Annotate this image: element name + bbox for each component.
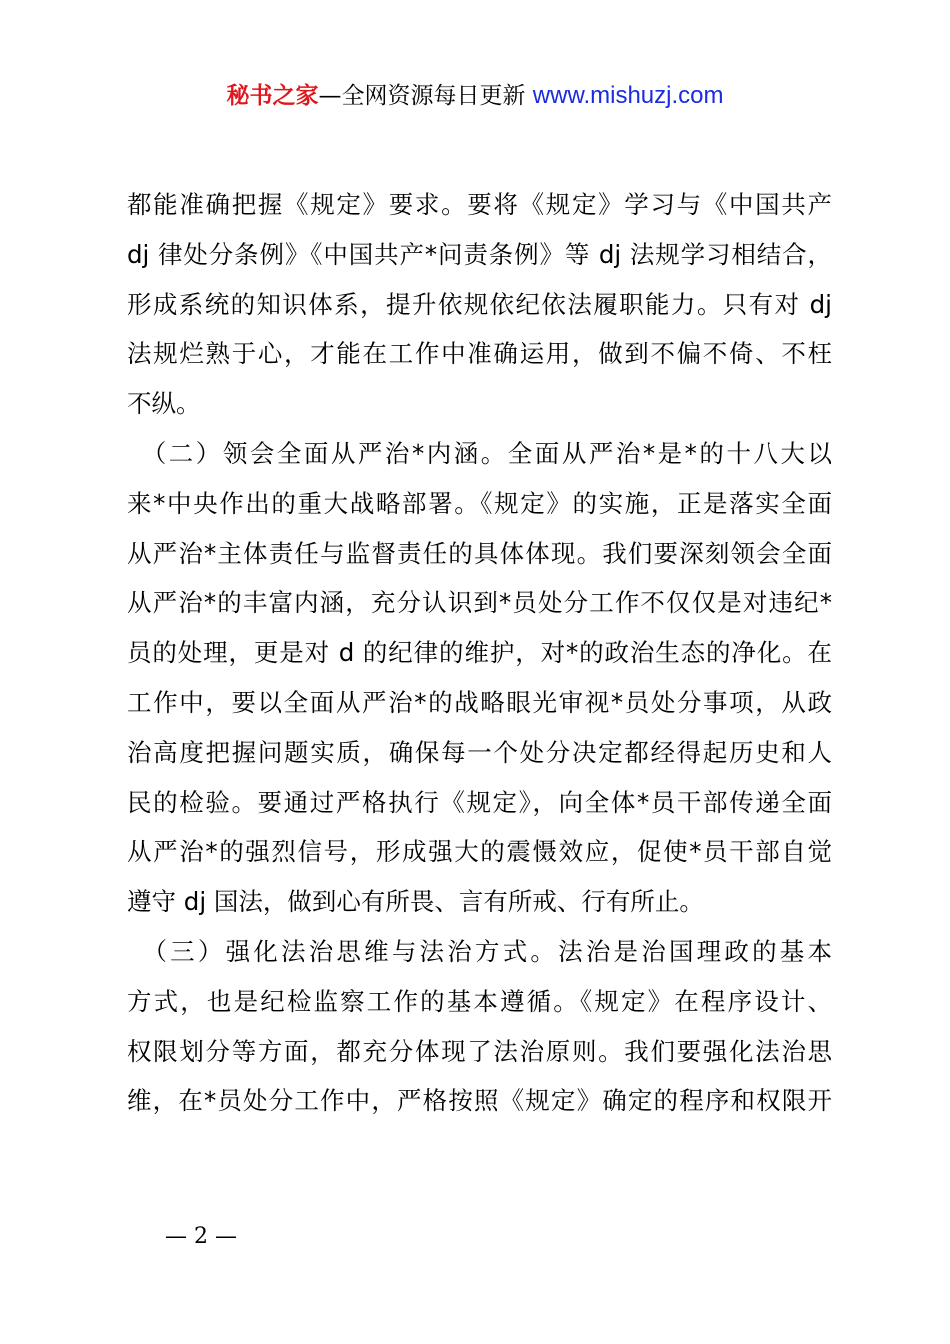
paragraph-2 bbox=[127, 429, 832, 927]
paragraph-line: 维，在*员处分工作中，严格按照《规定》确定的程序和权限开 bbox=[127, 1086, 832, 1116]
paragraph-line: 从严治*主体责任与监督责任的具体体现。我们要深刻领会全面 bbox=[127, 538, 832, 568]
brand-name: 秘书之家 bbox=[226, 83, 319, 109]
paragraph-line: 从严治*的丰富内涵，充分认识到*员处分工作不仅仅是对违纪* bbox=[127, 588, 832, 618]
page-header bbox=[0, 80, 950, 112]
header-slogan: —全网资源每日更新 bbox=[318, 83, 533, 109]
paragraph-line: 方式，也是纪检监察工作的基本遵循。《规定》在程序设计、 bbox=[127, 986, 832, 1016]
document-body bbox=[127, 180, 832, 1126]
paragraph-line: （三）强化法治思维与法治方式。法治是治国理政的基本 bbox=[127, 936, 832, 966]
paragraph-line: 从严治*的强烈信号，形成强大的震慑效应，促使*员干部自觉 bbox=[127, 837, 832, 867]
page-number: — 2 — bbox=[165, 1224, 237, 1249]
paragraph-line: 法规烂熟于心，才能在工作中准确运用，做到不偏不倚、不枉 bbox=[127, 339, 832, 369]
paragraph-line: （二）领会全面从严治*内涵。全面从严治*是*的十八大以 bbox=[127, 438, 832, 468]
paragraph-line: 员的处理，更是对 d 的纪律的维护，对*的政治生态的净化。在 bbox=[127, 638, 832, 668]
paragraph-line: 来*中央作出的重大战略部署。《规定》的实施，正是落实全面 bbox=[127, 488, 832, 518]
paragraph-line: 形成系统的知识体系，提升依规依纪依法履职能力。只有对 dj bbox=[127, 289, 832, 319]
paragraph-line: 遵守 dj 国法，做到心有所畏、言有所戒、行有所止。 bbox=[127, 887, 704, 917]
paragraph-line: 不纵。 bbox=[127, 389, 201, 419]
paragraph-line: 民的检验。要通过严格执行《规定》，向全体*员干部传递全面 bbox=[127, 787, 832, 817]
paragraph-line: 治高度把握问题实质，确保每一个处分决定都经得起历史和人 bbox=[127, 737, 832, 767]
paragraph-line: 工作中，要以全面从严治*的战略眼光审视*员处分事项，从政 bbox=[127, 687, 832, 717]
paragraph-3 bbox=[127, 927, 832, 1126]
paragraph-line: 都能准确把握《规定》要求。要将《规定》学习与《中国共产 bbox=[127, 190, 832, 219]
site-url[interactable]: www.mishuzj.com bbox=[532, 82, 724, 109]
paragraph-1 bbox=[127, 180, 832, 429]
paragraph-line: dj 律处分条例》《中国共产*问责条例》等 dj 法规学习相结合， bbox=[127, 239, 832, 269]
paragraph-line: 权限划分等方面，都充分体现了法治原则。我们要强化法治思 bbox=[127, 1036, 832, 1066]
